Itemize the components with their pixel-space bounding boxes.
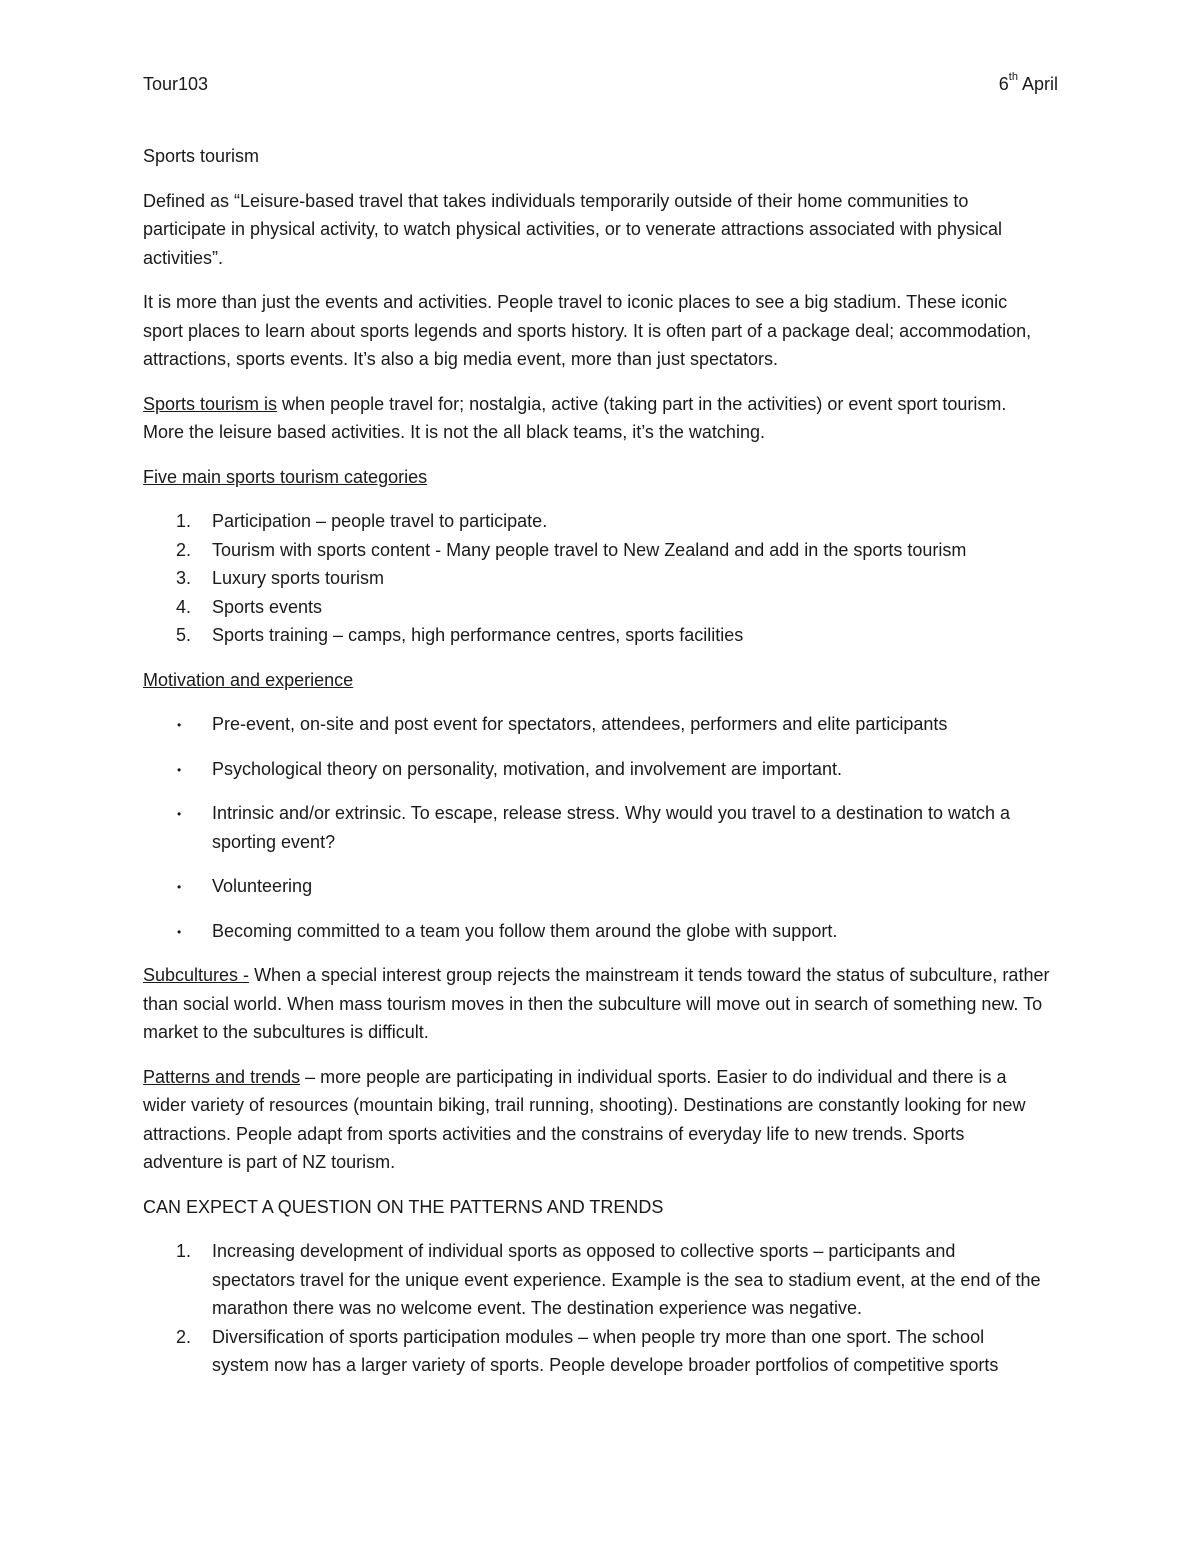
bullet-icon: • xyxy=(177,880,182,894)
definition-paragraph: Defined as “Leisure-based travel that takes individuals temporarily outside of their home communities to participate in physical activity, to watch physical activities, or to venerate attractions associated with physical activities”. xyxy=(143,190,1003,268)
exam-note: CAN EXPECT A QUESTION ON THE PATTERNS AND TRENDS xyxy=(143,1196,664,1217)
list-item: 2. Tourism with sports content - Many people travel to New Zealand and add in the sports tourism xyxy=(176,539,967,560)
patterns-paragraph: Patterns and trends – more people are participating in individual sports. Easier to do individual and there is a wider variety of resources (mountain biking, trail running, shooting). Destinations are constantly looking for new attractions. People adapt from sports activities and the constrains of everyday life to new trends. Sports adventure is part of NZ tourism. xyxy=(143,1066,1026,1172)
patterns-label: Patterns and trends xyxy=(143,1066,301,1087)
events-paragraph: It is more than just the events and activities. People travel to iconic places to see a big stadium. These iconic sport places to learn about sports legends and sports history. It is often part of a package deal; accommodation, attractions, sports events. It’s also a big media event, more than just spectators. xyxy=(143,292,1032,369)
bullet-icon: • xyxy=(177,762,182,777)
list-item: 3. Luxury sports tourism xyxy=(176,568,385,588)
bullet-icon: • xyxy=(177,924,182,939)
list-item: 4. Sports events xyxy=(176,596,323,617)
motivation-list xyxy=(143,710,1058,945)
list-item: • Volunteering xyxy=(143,872,1058,901)
subcultures-paragraph: Subcultures - When a special interest group rejects the mainstream it tends toward the status of subculture, rather than social world. When mass tourism moves in then the subculture will move out in search of something new. To market to the subcultures is difficult. xyxy=(143,965,1050,1042)
sports-tourism-paragraph: Sports tourism is when people travel for; nostalgia, active (taking part in the activities) or event sport tourism. More the leisure based activities. It is not the all black teams, it’s the watching. xyxy=(143,393,1007,442)
list-item: • Pre-event, on-site and post event for spectators, attendees, performers and elite participants xyxy=(143,710,1058,739)
page-header xyxy=(143,71,1058,98)
list-item: 5. Sports training – camps, high performance centres, sports facilities xyxy=(176,625,744,645)
categories-heading: Five main sports tourism categories xyxy=(143,466,428,487)
bullet-icon: • xyxy=(177,807,182,821)
list-item: 1. Participation – people travel to participate. xyxy=(176,511,548,531)
sports-tourism-label: Sports tourism is xyxy=(143,393,278,414)
motivation-heading: Motivation and experience xyxy=(143,669,354,690)
bullet-icon: • xyxy=(177,718,182,732)
lecture-date: 6th April xyxy=(998,71,1058,94)
list-item: • Intrinsic and/or extrinsic. To escape, release stress. Why would you travel to a destination to watch a sporting event? xyxy=(143,799,1032,856)
list-item: • Becoming committed to a team you follow them around the globe with support. xyxy=(143,917,1058,946)
subcultures-label: Subcultures - xyxy=(143,965,250,985)
course-code: Tour103 xyxy=(143,74,209,94)
list-item: 2. Diversification of sports participation modules – when people try more than one sport. The school system now has a larger variety of sports. People develope broader portfolios of competitive sports xyxy=(176,1326,999,1375)
list-item: • Psychological theory on personality, motivation, and involvement are important. xyxy=(143,755,1058,784)
document-body xyxy=(143,142,1058,1380)
document-title: Sports tourism xyxy=(143,146,260,166)
list-item: 1. Increasing development of individual sports as opposed to collective sports – participants and spectators travel for the unique event experience. Example is the sea to stadium event, at the end of the marathon there was no welcome event. The destination experience was negative. xyxy=(176,1241,1041,1318)
trends-list xyxy=(143,1237,1058,1380)
categories-list xyxy=(143,507,1058,650)
